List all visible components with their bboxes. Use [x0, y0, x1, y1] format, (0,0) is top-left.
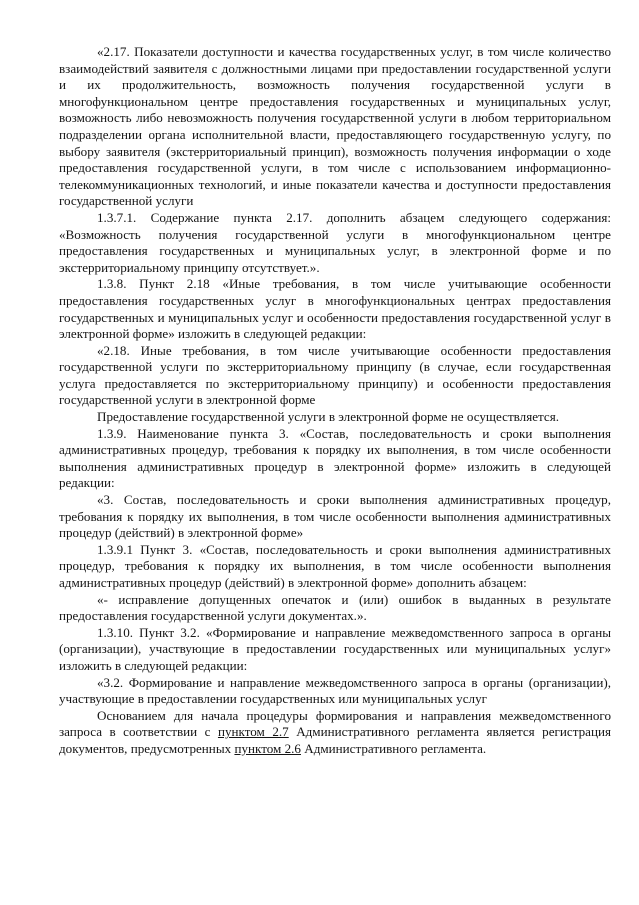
- paragraph-1-3-10: 1.3.10. Пункт 3.2. «Формирование и направление межведомственного запроса в органы (организации), участвующие в предоставлении государственных или муниципальных услуг» изложить в следующей редакции:: [59, 624, 611, 673]
- paragraph-electronic-form: Предоставление государственной услуги в электронной форме не осуществляется.: [97, 409, 560, 425]
- paragraph-3: «3. Состав, последовательность и сроки выполнения административных процедур, требования к порядку их выполнения, в том числе особенности выполнения административных процедур (действий) в электронной форме»: [59, 492, 611, 541]
- document-page: [59, 44, 611, 758]
- paragraph-2-18: «2.18. Иные требования, в том числе учитывающие особенности предоставления государственной услуги по экстерриториальному принципу (в случае, если государственная услуга предоставляется по экстерриториальному принципу) и особенности предоставления государственной услуги в электронной форме: [59, 342, 611, 408]
- paragraph-1-3-9: 1.3.9. Наименование пункта 3. «Состав, последовательность и сроки выполнения административных процедур, требования к порядку их выполнения, в том числе особенности выполнения административных процедур в электронной форме» изложить в следующей редакции:: [59, 425, 611, 491]
- grounds-text-2: Административного регламента является регистрация документов, предусмотренных: [59, 724, 611, 756]
- grounds-text-1: Основанием для начала процедуры формирования и направления межведомственного запроса в соответствии с: [59, 707, 611, 740]
- paragraph-1-3-8: 1.3.8. Пункт 2.18 «Иные требования, в том числе учитывающие особенности предоставления государственных услуг в многофункциональных центрах предоставления государственных и муниципальных услуг и особенности предоставления государственной услуг в электронной форме» изложить в следующей редакции:: [59, 276, 611, 342]
- reference-link-2-7[interactable]: пунктом 2.7: [217, 724, 289, 740]
- paragraph-1-3-9-1: 1.3.9.1 Пункт 3. «Состав, последовательность и сроки выполнения административных процедур, требования к порядку их выполнения, в том числе особенности выполнения административных процедур (действий) в электронной форме» дополнить абзацем:: [59, 541, 611, 590]
- paragraph-2-17: «2.17. Показатели доступности и качества государственных услуг, в том числе количество взаимодействий заявителя с должностными лицами при предоставлении государственной услуги и их продолжительность, возможность получения государственной услуги в многофункциональном центре предоставления государственных и муниципальных услуг, возможность либо невозможность получения государственной услуги в любом территориальном подразделении органа исполнительной власти, предоставляющего государственную услугу, по выбору заявителя (экстерриториальный принцип), возможность получения информации о ходе предоставления государственной услуги, в том числе с использованием информационно-телекоммуникационных технологий, и иные показатели качества и доступности предоставления государственной услуги: [59, 44, 611, 209]
- paragraph-1-3-7-1: 1.3.7.1. Содержание пункта 2.17. дополнить абзацем следующего содержания: «Возможность получения государственной услуги в многофункциональном центре предоставления государственных и муниципальных услуг, в электронной форме и по экстерриториальному принципу отсутствует.».: [59, 209, 611, 275]
- grounds-text-3: Административного регламента.: [300, 740, 487, 756]
- reference-link-2-6[interactable]: пунктом 2.6: [234, 740, 301, 756]
- paragraph-grounds: [59, 708, 611, 758]
- paragraph-corrections: «- исправление допущенных опечаток и (или) ошибок в выданных в результате предоставления государственной услуги документах.».: [59, 591, 611, 624]
- paragraph-3-2: «3.2. Формирование и направление межведомственного запроса в органы (организации), участвующие в предоставлении государственных или муниципальных услуг: [59, 674, 611, 707]
